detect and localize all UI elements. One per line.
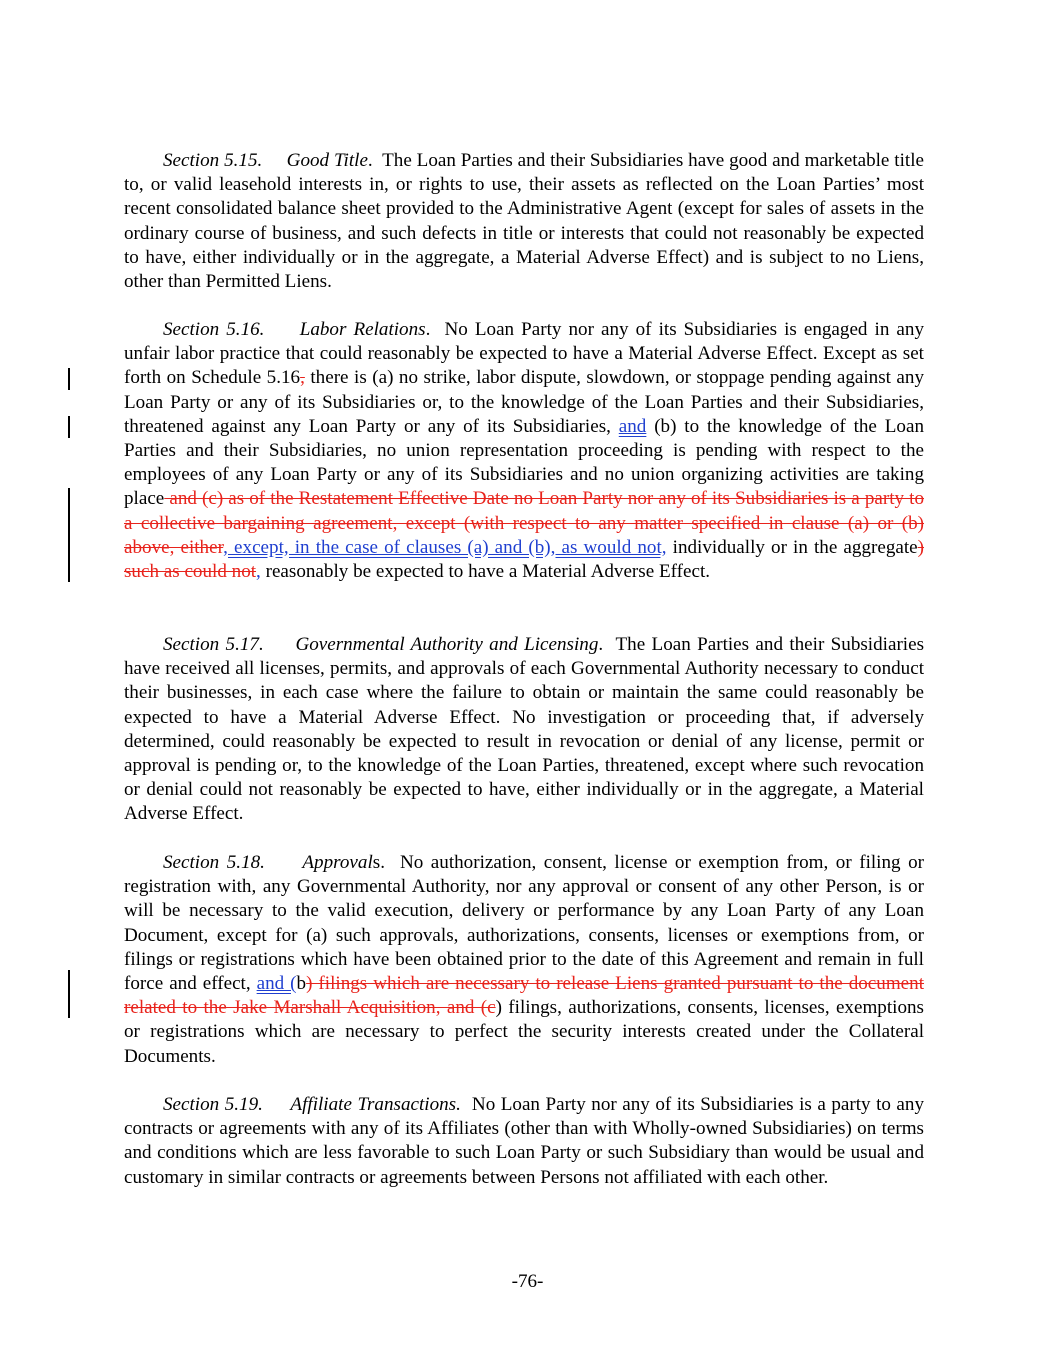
change-bar bbox=[68, 416, 70, 438]
section-title: Approval bbox=[302, 852, 373, 873]
section-body: The Loan Parties and their Subsidiaries have received all licenses, permits, and approvals of each Governmental Authority necessary to conduct their businesses, in each case where the failure to obtain or maintain the same could reasonably be expected to have a Material Adverse Effect. No investigation or proceeding that, if adversely determined, could reasonably be expected to result in revocation or denial of any license, permit or approval is pending or, to the knowledge of the Loan Parties, threatened, except where such revocation or denial could not reasonably be expected to have, either individually or in the aggregate, a Material Adverse Effect. bbox=[124, 634, 925, 825]
section-number: Section 5.19. bbox=[163, 1094, 263, 1115]
deleted-text: and (c) as of the Restatement Effective Date no Loan Party nor any of its Subsidiaries is a party to a collective bargaining agreement, except (with respect to any matter specified in clause (a) or (b) above, either bbox=[124, 488, 924, 558]
change-bar bbox=[68, 368, 70, 390]
body-text: No authorization, consent, license or exemption from, or filing or registration with, any Governmental Authority, nor any approval or consent of any other Person, is or will be necessary to the valid execution, delivery or performance by any Loan Party of any Loan Document, except for (a) such approvals, authorizations, consents, licenses or exemptions from, or filings or registrations which have been obtained prior to the date of this Agreement and remain in full force and effect, bbox=[124, 852, 924, 995]
section-number: Section 5.18. bbox=[163, 852, 265, 873]
deleted-text: ) filings which are necessary to release Liens granted pursuant to the document related to the Jake Marshall Acquisition, and (c bbox=[124, 973, 925, 1019]
change-bar bbox=[68, 488, 70, 582]
section-number: Section 5.15. bbox=[163, 150, 263, 171]
body-text: there is (a) no strike, labor dispute, slowdown, or stoppage pending against any Loan Party or any of its Subsidiaries or, to the knowledge of the Loan Parties and their Subsidiaries, threatened against any Loan Party or any of its Subsidiaries, bbox=[124, 367, 924, 437]
section-body: No Loan Party nor any of its Subsidiaries is a party to any contracts or agreements with any of its Affiliates (other than with Wholly-owned Subsidiaries) on terms and conditions which are less favorable to such Loan Party or such Subsidiary than would be usual and customary in similar contracts or agreements between Persons not affiliated with each other. bbox=[124, 1094, 924, 1188]
body-text: individually or in the aggregate bbox=[666, 536, 918, 558]
inserted-text: and bbox=[618, 415, 647, 437]
section-body: The Loan Parties and their Subsidiaries have good and marketable title to, or valid leasehold interests in, or rights to use, their assets as reflected on the Loan Parties’ most recent consolidated balance sheet provided to the Administrative Agent (except for sales of assets in the ordinary course of business, and such defects in title or interests that could not reasonably be expected to have, either individually or in the aggregate, a Material Adverse Effect) and is subject to no Liens, other than Permitted Liens. bbox=[124, 150, 924, 293]
section-5-17: Section 5.17. Governmental Authority and Licensing. The Loan Parties and their Subsidiaries have received all licenses, permits, and approvals of each Governmental Authority necessary to conduct their businesses, in each case where the failure to obtain or maintain the same could reasonably be expected to have a Material Adverse Effect. No investigation or proceeding that, if adversely determined, could reasonably be expected to result in revocation or denial of any license, permit or approval is pending or, to the knowledge of the Loan Parties, threatened, except where such revocation or denial could not reasonably be expected to have, either individually or in the aggregate, a Material Adverse Effect. bbox=[124, 634, 925, 825]
section-title-tail: s bbox=[372, 852, 381, 873]
section-5-19 bbox=[124, 1093, 924, 1190]
body-text: No Loan Party nor any of its Subsidiaries is engaged in any unfair labor practice that could reasonably be expected to have a Material Adverse Effect. Except as set forth on Schedule 5.16 bbox=[124, 319, 924, 389]
section-number: Section 5.16. bbox=[163, 319, 265, 340]
deleted-text: , bbox=[300, 367, 305, 389]
body-text: reasonably be expected to have a Material Adverse Effect. bbox=[260, 561, 711, 583]
deleted-text: ) such as could not bbox=[124, 536, 924, 583]
inserted-text: and ( bbox=[256, 973, 297, 995]
section-title: Labor Relations bbox=[299, 319, 426, 340]
section-5-16: Section 5.16. Labor Relations. No Loan Party nor any of its Subsidiaries is engaged in any unfair labor practice that could reasonably be expected to have a Material Adverse Effect. Except as set forth on Schedule 5.16, there is (a) no strike, labor dispute, slowdown, or stoppage pending against any Loan Party or any of its Subsidiaries or, to the knowledge of the Loan Parties and their Subsidiaries, threatened against any Loan Party or any of its Subsidiaries, and (b) to the knowledge of the Loan Parties and their Subsidiaries, no union representation proceeding is pending with respect to the employees of any Loan Party or any of its Subsidiaries and no union organizing activities are taking place and (c) as of the Restatement Effective Date no Loan Party nor any of its Subsidiaries is a party to a collective bargaining agreement, except (with respect to any matter specified in clause (a) or (b) above, either, except, in the case of clauses (a) and (b), as would not, individually or in the aggregate) such as could not, reasonably be expected to have a Material Adverse Effect. bbox=[124, 319, 924, 583]
inserted-text: , except, in the case of clauses (a) and (b), as would not, bbox=[223, 536, 667, 558]
change-bar bbox=[68, 970, 70, 1018]
section-title: Affiliate Transactions. bbox=[290, 1094, 461, 1115]
section-title: Governmental Authority and Licensing bbox=[295, 634, 599, 655]
inserted-text: , bbox=[256, 561, 261, 583]
body-text: (b) to the knowledge of the Loan Parties and their Subsidiaries, no union representation proceeding is pending with respect to the employees of any Loan Party or any of its Subsidiaries and no union organizing activities are taking place bbox=[124, 415, 924, 510]
section-5-15: Section 5.15. Good Title. The Loan Parties and their Subsidiaries have good and marketable title to, or valid leasehold interests in, or rights to use, their assets as reflected on the Loan Parties’ most recent consolidated balance sheet provided to the Administrative Agent (except for sales of assets in the ordinary course of business, and such defects in title or interests that could not reasonably be expected to have, either individually or in the aggregate, a Material Adverse Effect) and is subject to no Liens, other than Permitted Liens. bbox=[124, 150, 924, 293]
section-title: Good Title bbox=[286, 150, 368, 171]
section-5-18: Section 5.18. Approvals. No authorization, consent, license or exemption from, or filing or registration with, any Governmental Authority, nor any approval or consent of any other Person, is or will be necessary to the valid execution, delivery or performance by any Loan Party of any Loan Document, except for (a) such approvals, authorizations, consents, licenses or exemptions from, or filings or registrations which have been obtained prior to the date of this Agreement and remain in full force and effect, and (b) filings which are necessary to release Liens granted pursuant to the document related to the Jake Marshall Acquisition, and (c) filings, authorizations, consents, licenses, exemptions or registrations which are necessary to perfect the security interests created under the Collateral Documents. bbox=[124, 852, 925, 1067]
section-number: Section 5.17. bbox=[163, 634, 264, 655]
body-text: ) filings, authorizations, consents, licenses, exemptions or registrations which are necessary to perfect the security interests created under the Collateral Documents. bbox=[124, 997, 924, 1067]
body-text: b bbox=[296, 973, 307, 995]
page-number: -76- bbox=[511, 1271, 544, 1292]
